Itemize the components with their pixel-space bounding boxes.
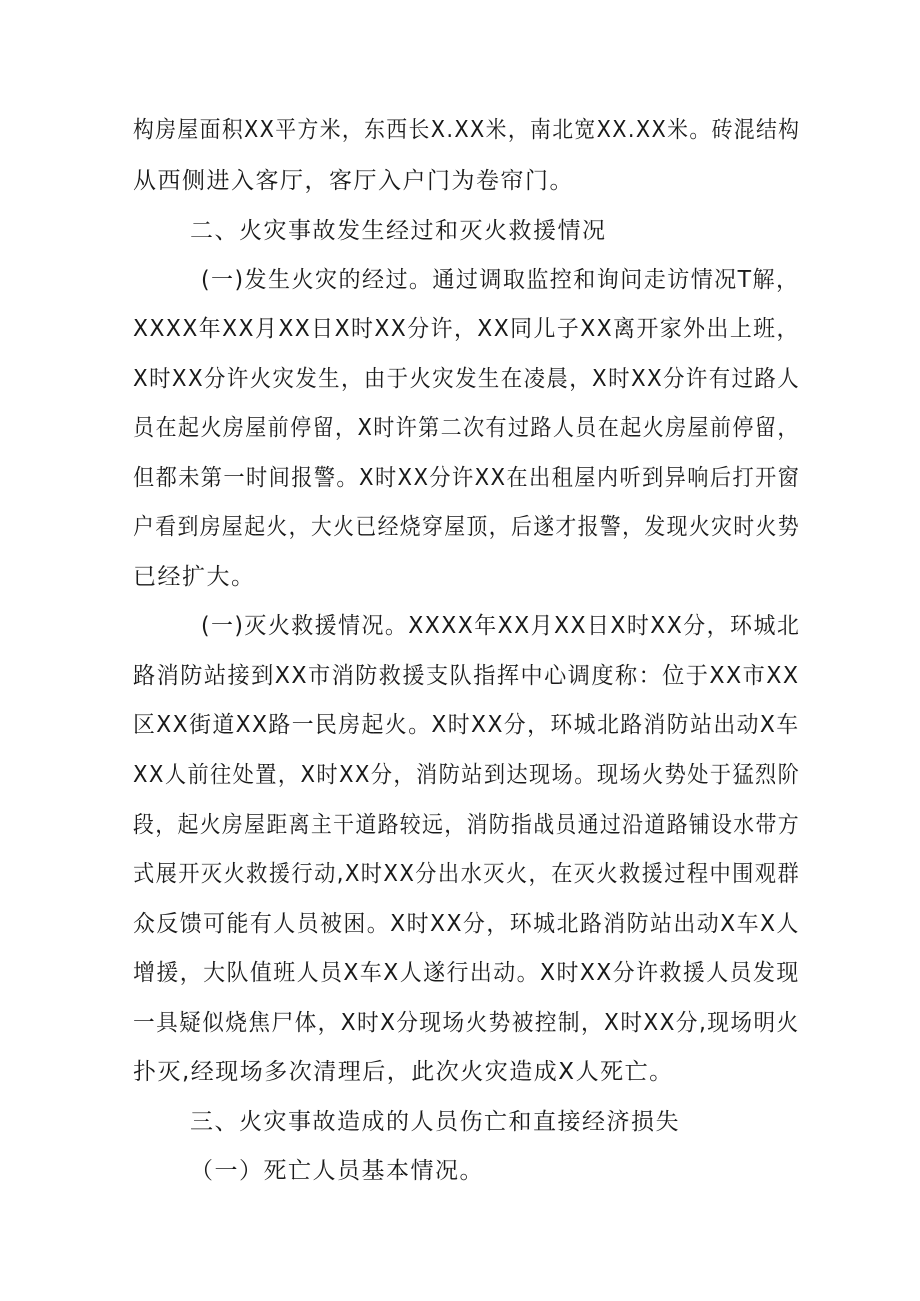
body-text-line-18: 增援，大队值班人员X车X人遂行出动。X时XX分许救援人员发现	[133, 960, 800, 986]
body-text-line-16: 式展开灭火救援行动,X时XX分出水灭火，在灭火救援过程中围观群	[133, 861, 801, 887]
body-text-line-14: XX人前往处置，X时XX分，消防站到达现场。现场火势处于猛烈阶	[133, 762, 801, 788]
body-text-line-15: 段，起火房屋距离主干道路较远，消防指战员通过沿道路铺设水带方	[133, 812, 800, 838]
body-text-line-5: XXXX年XX月XX日X时XX分许，XX同儿子XX离开家外出上班，	[133, 316, 800, 342]
body-text-line-2: 从西侧进入客厅，客厅入户门为卷帘门。	[133, 168, 574, 194]
body-text-line-12: 路消防站接到XX市消防救援支队指挥中心调度称：位于XX市XX	[133, 663, 800, 689]
subsection-heading-3-1: （一）死亡人员基本情况。	[190, 1158, 484, 1184]
body-text-line-8: 但都未第一时间报警。X时XX分许XX在出租屋内听到异响后打开窗	[133, 465, 801, 491]
body-text-line-7: 员在起火房屋前停留，X时许第二次有过路人员在起火房屋前停留，	[133, 415, 800, 441]
body-text-line-20: 扑灭,经现场多次清理后，此次火灾造成X人死亡。	[133, 1059, 674, 1085]
body-text-line-17: 众反馈可能有人员被困。X时XX分，环城北路消防站出动X车X人	[133, 911, 800, 937]
body-text-line-19: 一具疑似烧焦尸体，X时X分现场火势被控制，X时XX分,现场明火	[133, 1010, 800, 1036]
body-text-line-13: 区XX街道XX路一民房起火。X时XX分，环城北路消防站出动X车	[133, 712, 800, 738]
body-text-line-10: 已经扩大。	[133, 564, 256, 590]
subsection-heading-2-1: (一)发生火灾的经过。通过调取监控和询问走访情况T解，	[201, 267, 800, 293]
body-text-line-6: X时XX分许火灾发生，由于火灾发生在凌晨，X时XX分许有过路人	[133, 366, 801, 392]
body-text-line-1: 构房屋面积XX平方米，东西长X.XX米，南北宽XX.XX米。砖混结构	[133, 117, 801, 143]
body-text-line-9: 户看到房屋起火，大火已经烧穿屋顶，后遂才报警，发现火灾时火势	[133, 514, 800, 540]
section-heading-2: 二、火灾事故发生经过和灭火救援情况	[190, 218, 607, 244]
section-heading-3: 三、火灾事故造成的人员伤亡和直接经济损失	[190, 1109, 680, 1135]
subsection-heading-2-2: (一)灭火救援情况。XXXX年XX月XX日X时XX分，环城北	[201, 613, 801, 639]
